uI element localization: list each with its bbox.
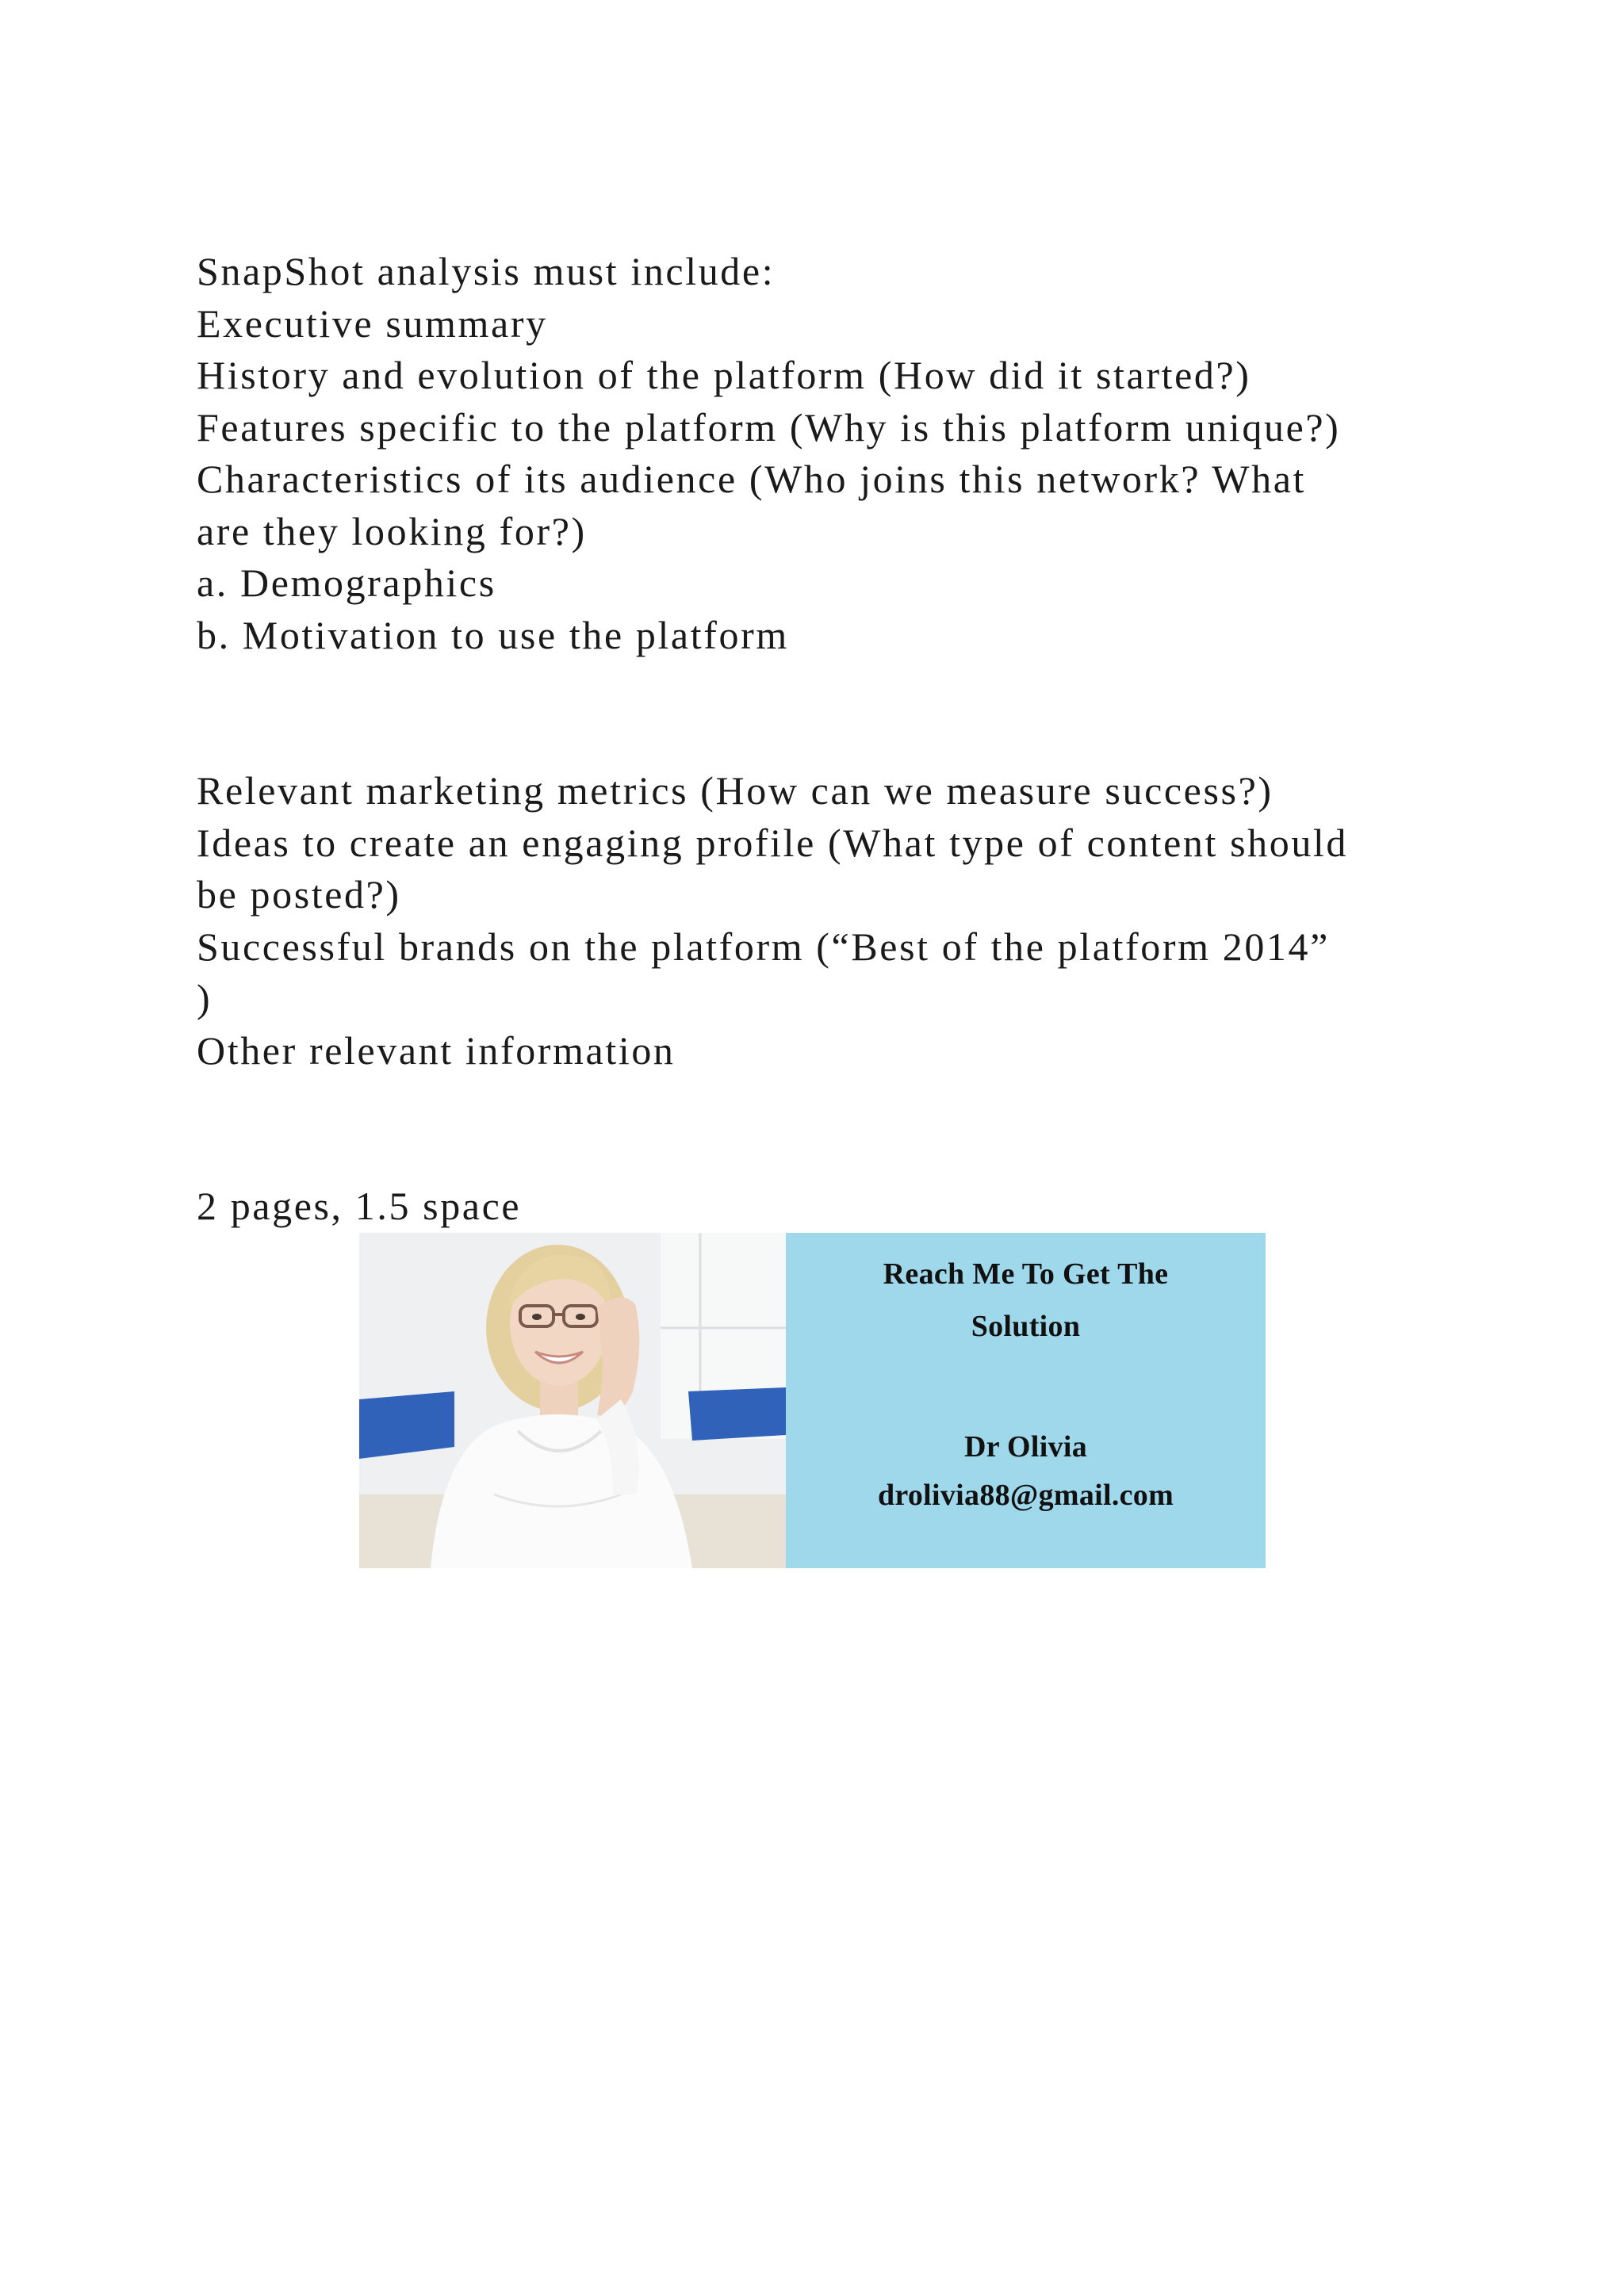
list-item: Ideas to create an engaging profile (What type of content should: [197, 820, 1349, 865]
document-body: [197, 246, 1450, 1233]
page-requirement: 2 pages, 1.5 space: [197, 1184, 522, 1228]
list-item: Executive summary: [197, 300, 548, 346]
blank-line: [197, 1077, 1450, 1129]
list-item: Other relevant information: [197, 1027, 676, 1073]
list-item: Characteristics of its audience (Who joins this network? What: [197, 457, 1306, 501]
document-heading: SnapShot analysis must include:: [197, 249, 776, 293]
blank-line: [197, 714, 1450, 766]
list-item-continuation: ): [197, 976, 213, 1020]
list-item: Features specific to the platform (Why is this platform unique?): [197, 404, 1341, 450]
contact-panel: [786, 1233, 1266, 1568]
sub-item: a. Demographics: [197, 561, 496, 605]
list-item: Relevant marketing metrics (How can we measure success?): [197, 768, 1274, 813]
blank-line: [197, 661, 1450, 714]
contact-heading-line1: Reach Me To Get The: [883, 1257, 1169, 1291]
contact-email: drolivia88@gmail.com: [877, 1479, 1174, 1512]
list-item: Successful brands on the platform (“Best of the platform 2014”: [197, 924, 1330, 969]
list-item-continuation: are they looking for?): [197, 508, 587, 553]
contact-heading-line2: Solution: [971, 1310, 1081, 1343]
blank-line: [197, 1129, 1450, 1181]
contact-banner: [359, 1233, 1266, 1568]
woman-illustration: [359, 1233, 786, 1568]
list-item: History and evolution of the platform (How did it started?): [197, 353, 1251, 397]
woman-photo: [359, 1233, 786, 1568]
list-item-continuation: be posted?): [197, 872, 401, 916]
sub-item: b. Motivation to use the platform: [197, 612, 789, 657]
contact-name: Dr Olivia: [963, 1430, 1088, 1464]
